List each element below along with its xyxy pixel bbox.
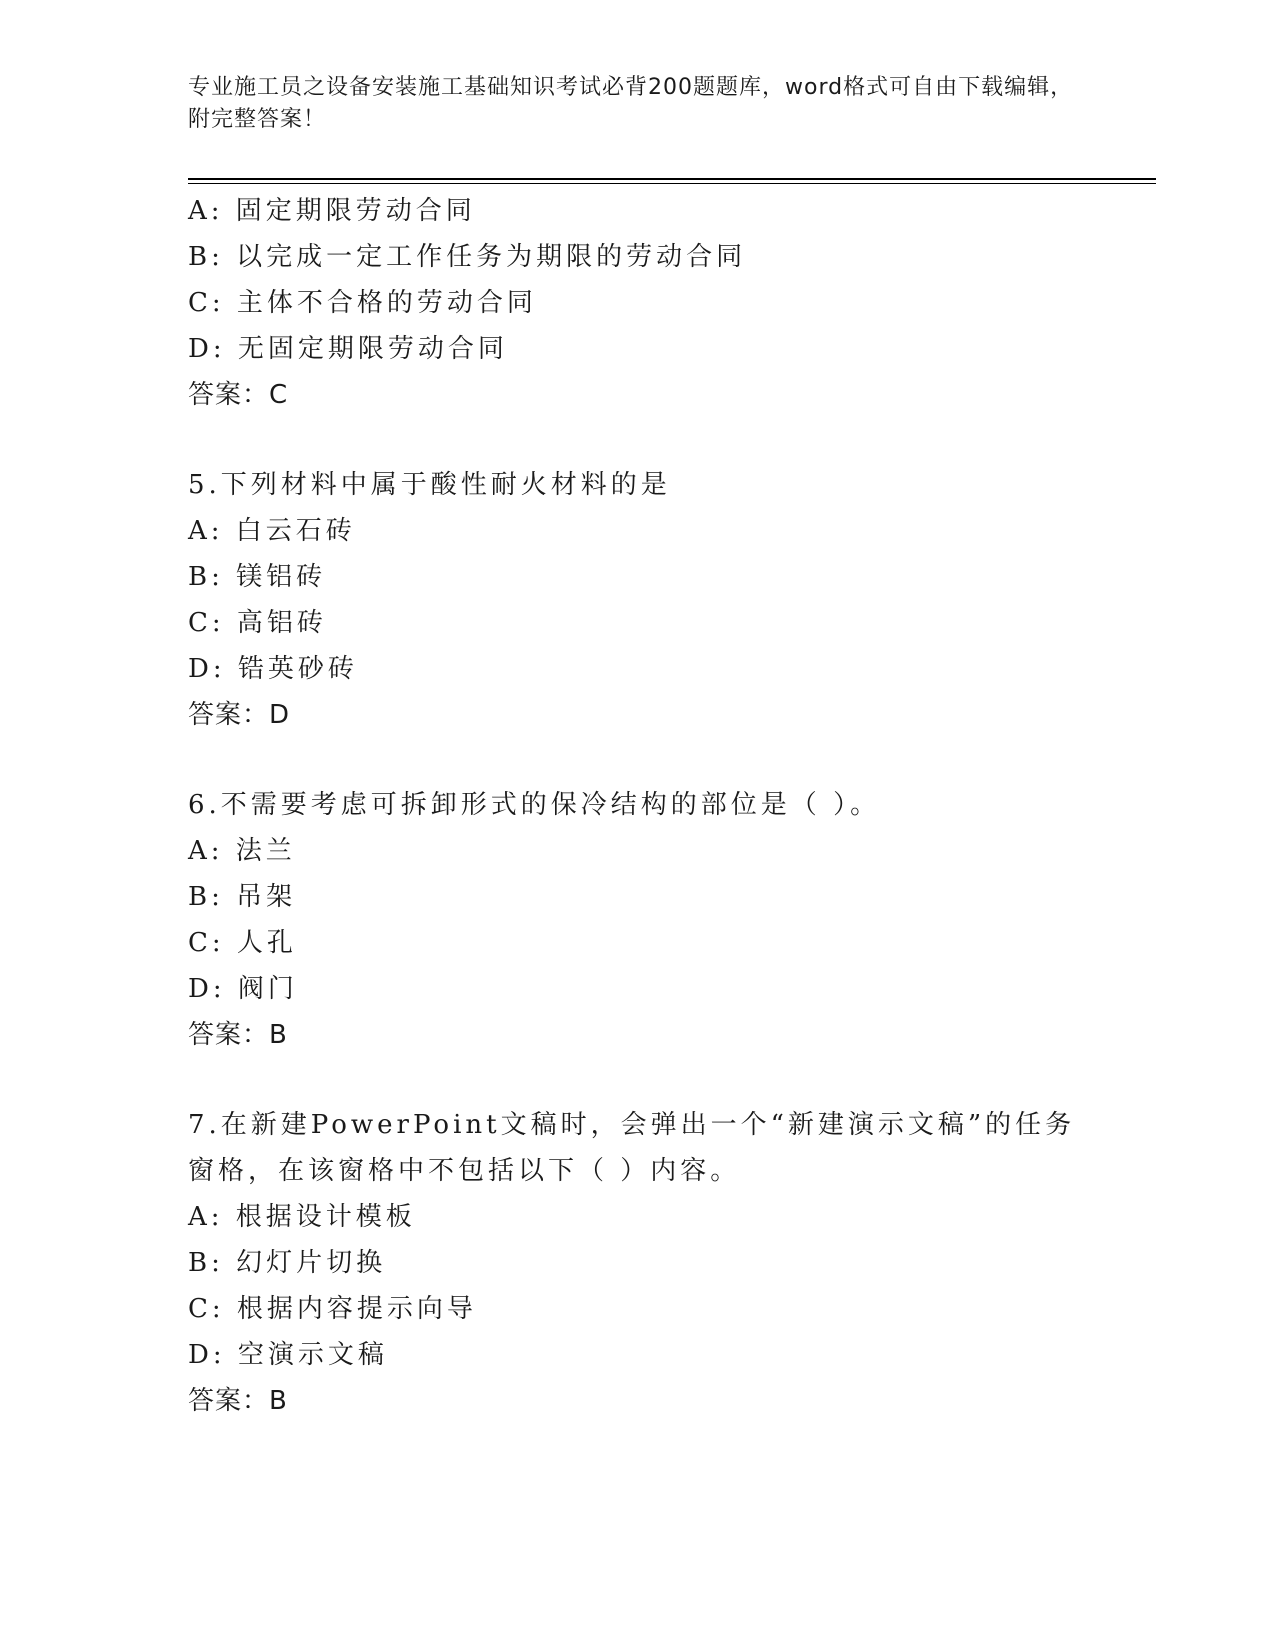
question-7-option-c: C: 根据内容提示向导 — [188, 1294, 477, 1324]
question-5-block — [188, 462, 1088, 738]
question-6-option-c: C: 人孔 — [188, 928, 297, 958]
question-4-option-c: C: 主体不合格的劳动合同 — [188, 288, 537, 318]
question-5-option-b: B: 镁铝砖 — [188, 562, 327, 592]
question-6-text: 6.不需要考虑可拆卸形式的保冷结构的部位是（ ）。 — [188, 790, 881, 820]
question-content — [188, 188, 1088, 1424]
question-4-block — [188, 188, 1088, 418]
question-6-option-a: A: 法兰 — [188, 836, 296, 866]
question-7-answer: 答案：B — [188, 1386, 288, 1416]
question-6-answer: 答案：B — [188, 1020, 288, 1050]
question-4-option-a: A: 固定期限劳动合同 — [188, 196, 476, 226]
question-7-option-a: A: 根据设计模板 — [188, 1202, 416, 1232]
question-6-option-d: D: 阀门 — [188, 974, 298, 1004]
spacer — [188, 1058, 1088, 1102]
question-6-option-b: B: 吊架 — [188, 882, 297, 912]
question-7-option-d: D: 空演示文稿 — [188, 1340, 388, 1370]
question-4-option-d: D: 无固定期限劳动合同 — [188, 334, 508, 364]
question-5-text: 5.下列材料中属于酸性耐火材料的是 — [188, 470, 671, 500]
question-7-block — [188, 1102, 1088, 1424]
header-divider-thin — [188, 183, 1156, 184]
question-4-option-b: B: 以完成一定工作任务为期限的劳动合同 — [188, 242, 747, 272]
question-7-text: 7.在新建PowerPoint文稿时，会弹出一个“新建演示文稿”的任务窗格，在该窗格中不包括以下（ ）内容。 — [188, 1110, 1076, 1186]
document-header: 专业施工员之设备安装施工基础知识考试必背200题题库，word格式可自由下载编辑，附完整答案！ — [188, 75, 1074, 132]
question-5-option-d: D: 锆英砂砖 — [188, 654, 358, 684]
spacer — [188, 418, 1088, 462]
question-7-option-b: B: 幻灯片切换 — [188, 1248, 387, 1278]
question-5-option-a: A: 白云石砖 — [188, 516, 356, 546]
spacer — [188, 738, 1088, 782]
header-divider-thick — [188, 178, 1156, 180]
question-5-option-c: C: 高铝砖 — [188, 608, 327, 638]
question-6-block — [188, 782, 1088, 1058]
question-5-answer: 答案：D — [188, 700, 291, 730]
question-4-answer: 答案：C — [188, 380, 289, 410]
